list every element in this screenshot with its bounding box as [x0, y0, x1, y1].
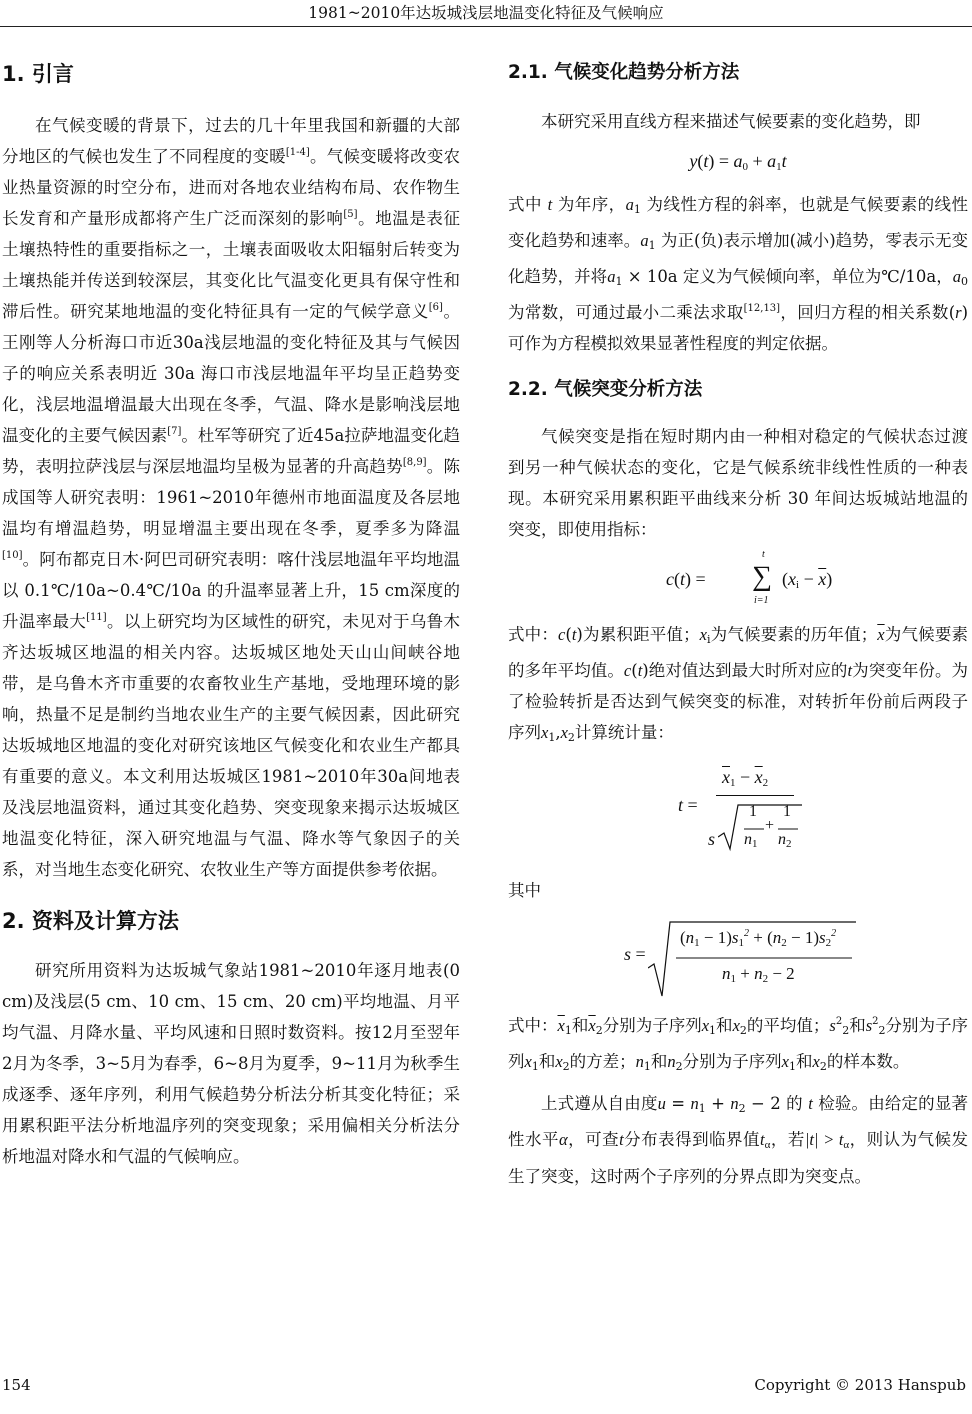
data-methods-paragraph: 研究所用资料为达坂城气象站1981~2010年逐月地表(0 cm)及浅层(5 cm、10 cm、15 cm、20 cm)平均地温、月平均气温、月降水量、平均风速和日照时数资料。按12月至翌年2月为冬季，3~5月为春季，6~8月为夏季，9~11月为秋季生成逐季、逐年序列，利用气候趋势分析法分析其变化特征；采用累积距平法分析地温序列的突变现象；采用偏相关分析法分析地温对降水和气温的气候响应。	[2, 961, 460, 1166]
page-number: 154	[2, 1376, 31, 1394]
trend-method-paragraph: 本研究采用直线方程来描述气候要素的变化趋势，即	[541, 112, 921, 131]
section-2-heading: 2. 资料及计算方法	[2, 909, 179, 933]
cumulative-anomaly-definition: 式中：c(t)为累积距平值；$x_i$为气候要素的历年值；$\overline{x}$为气候要素的多年平均值。c(t)绝对值达到最大时所对应的t为突变年份。为了检验转折是否达到气候突变的标准，对转折年份前后两段子序列$x_1,x_2$计算统计量：	[508, 625, 969, 744]
section-2-1-heading: 2.1. 气候变化趋势分析方法	[508, 62, 740, 83]
header-rule	[0, 26, 972, 27]
equation-t-statistic: t = $\overline{x}_1 - \overline{x}_2$ s 1 1 $n_1$ $n_2$ +	[508, 765, 968, 865]
pooled-sd-definition: 式中：$\overline{x}_1$和$\overline{x}_2$分别为子序列$x_1$和$x_2$的平均值；$s^2_2$和$s^2_2$分别为子序列$x_1$和$x_2$的方差；$n_1$和$n_2$分别为子序列$x_1$和$x_2$的样本数。	[508, 1016, 969, 1073]
section-2-2-heading: 2.2. 气候突变分析方法	[508, 379, 703, 400]
abrupt-change-paragraph: 气候突变是指在短时期内由一种相对稳定的气候状态过渡到另一种气候状态的变化，它是气候系统非线性性质的一种表现。本研究采用累积距平曲线来分析 30 年间达坂城站地温的突变，即使用指标：	[508, 427, 968, 539]
qizhong-label: 其中	[508, 881, 541, 900]
left-column	[2, 58, 460, 1172]
copyright-notice: Copyright © 2013 Hanspub	[754, 1376, 966, 1394]
trend-definition-paragraph: 式中 t 为年序，$a_1$ 为线性方程的斜率，也就是气候要素的线性变化趋势和速率。$a_1$ 为正(负)表示增加(减小)趋势，零表示无变化趋势，并将$a_1 \times 10a$ 定义为气候倾向率，单位为℃/10a，$a_0$ 为常数，可通过最小二乘法求取[12,13]，回归方程的相关系数(r)可作为方程模拟效果显著性程度的判定依据。	[508, 195, 969, 353]
equation-linear-trend: $y(t) = a_0 + a_1t$	[689, 151, 787, 173]
running-header: 1981~2010年达坂城浅层地温变化特征及气候响应	[308, 4, 664, 22]
equation-pooled-sd: s = $(n_1 - 1)s_1^2 + (n_2 - 1)s_2^2$ $n_1 + n_2 - 2$	[508, 920, 968, 998]
intro-paragraph: 在气候变暖的背景下，过去的几十年里我国和新疆的大部分地区的气候也发生了不同程度的变暖[1-4]。气候变暖将改变农业热量资源的时空分布，进而对各地农业结构布局、农作物生长发育和产量形成都将产生广泛而深刻的影响[5]。地温是表征土壤热特性的重要指标之一，土壤表面吸收太阳辐射后转变为土壤热能并传送到较深层，其变化比气温变化更具有保守性和滞后性。研究某地地温的变化特征具有一定的气候学意义[6]。王刚等人分析海口市近30a浅层地温的变化特征及其与气候因子的响应关系表明近 30a 海口市浅层地温年平均呈正趋势变化，浅层地温增温最大出现在冬季，气温、降水是影响浅层地温变化的主要气候因素[7]。杜军等研究了近45a拉萨地温变化趋势，表明拉萨浅层与深层地温均呈极为显著的升高趋势[8,9]。陈成国等人研究表明：1961~2010年德州市地面温度及各层地温均有增温趋势，明显增温主要出现在冬季，夏季多为降温[10]。阿布都克日木·阿巴司研究表明：喀什浅层地温年平均地温以 0.1℃/10a~0.4℃/10a 的升温率显著上升，15 cm深度的升温率最大[11]。以上研究均为区域性的研究，未见对于乌鲁木齐达坂城区地温的相关内容。达坂城区地处天山山间峡谷地带，是乌鲁木齐市重要的农畜牧业生产基地，受地理环境的影响，热量不足是制约当地农业生产的主要气候因素，因此研究达坂城地区地温的变化对研究该地区气候变化和农业生产都具有重要的意义。本文利用达坂城区1981~2010年30a间地表及浅层地温资料，通过其变化趋势、突变现象来揭示达坂城区地温变化特征，深入研究地温与气温、降水等气象因子的关系，对当地生态变化研究、农牧业生产等方面提供参考依据。	[2, 116, 461, 879]
section-1-heading: 1. 引言	[2, 62, 74, 86]
t-test-paragraph: 上式遵从自由度$u = n_1 + n_2 - 2$ 的 t 检验。由给定的显著性水平α，可查t分布表得到临界值$t_\alpha$，若$|t| > t_\alpha$，则认为气候发生了突变，这时两个子序列的分界点即为突变点。	[508, 1094, 969, 1186]
equation-cumulative-anomaly: c(t) = ∑ t i=1 $(x_i - \overline{x})$	[666, 549, 833, 606]
right-column	[508, 58, 968, 1192]
